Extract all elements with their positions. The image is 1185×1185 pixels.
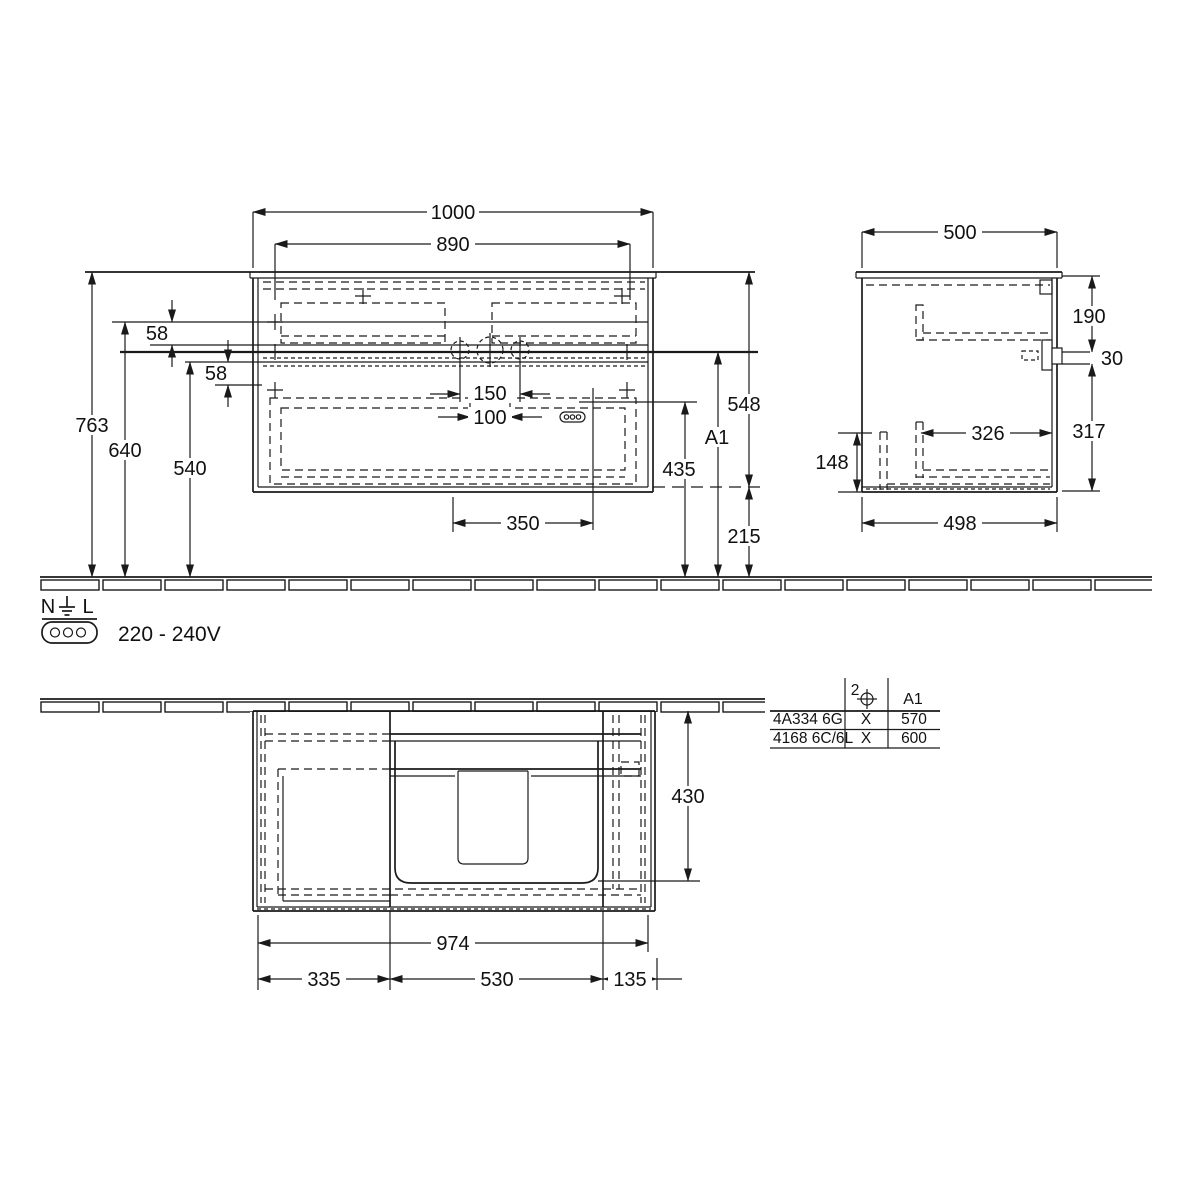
svg-text:435: 435 <box>662 459 696 481</box>
svg-text:350: 350 <box>506 513 540 535</box>
svg-text:640: 640 <box>108 440 142 462</box>
neutral-label: N <box>40 596 56 618</box>
table-row <box>773 730 927 747</box>
svg-text:2: 2 <box>850 682 860 699</box>
dim-label-530: 530 <box>480 969 514 991</box>
svg-text:430: 430 <box>671 786 705 808</box>
a1-value-cell: 600 <box>901 730 927 747</box>
svg-text:58: 58 <box>204 363 228 385</box>
tap-holes-cell: X <box>860 730 872 747</box>
dim-label-890: 890 <box>436 234 470 256</box>
svg-text:500: 500 <box>943 222 977 244</box>
table-header-a1: A1 <box>903 691 923 708</box>
svg-text:540: 540 <box>173 458 207 480</box>
svg-text:30: 30 <box>1100 348 1124 370</box>
floor-hatch-upper <box>40 577 1152 591</box>
svg-text:326: 326 <box>971 423 1005 445</box>
svg-text:498: 498 <box>943 513 977 535</box>
voltage-label: 220 - 240V <box>118 623 221 646</box>
svg-text:974: 974 <box>436 933 470 955</box>
model-cell: 4A334 6G <box>773 711 843 728</box>
svg-text:215: 215 <box>727 526 761 548</box>
model-cell: 4168 6C/6L <box>773 730 854 747</box>
svg-text:317: 317 <box>1072 421 1106 443</box>
svg-text:150: 150 <box>473 383 507 405</box>
svg-text:100: 100 <box>473 407 507 429</box>
tap-holes-cell: X <box>860 711 872 728</box>
line-label: L <box>82 596 94 618</box>
dim-label-135: 135 <box>613 969 647 991</box>
svg-text:A1: A1 <box>704 427 730 449</box>
dim-bracket-30 <box>1101 348 1123 370</box>
svg-text:148: 148 <box>815 452 849 474</box>
dim-label-335: 335 <box>307 969 341 991</box>
dim-label-1000: 1000 <box>430 202 476 224</box>
svg-text:58: 58 <box>145 323 169 345</box>
a1-value-cell: 570 <box>901 711 927 728</box>
svg-text:190: 190 <box>1072 306 1106 328</box>
svg-text:763: 763 <box>75 415 109 437</box>
svg-text:548: 548 <box>727 394 761 416</box>
